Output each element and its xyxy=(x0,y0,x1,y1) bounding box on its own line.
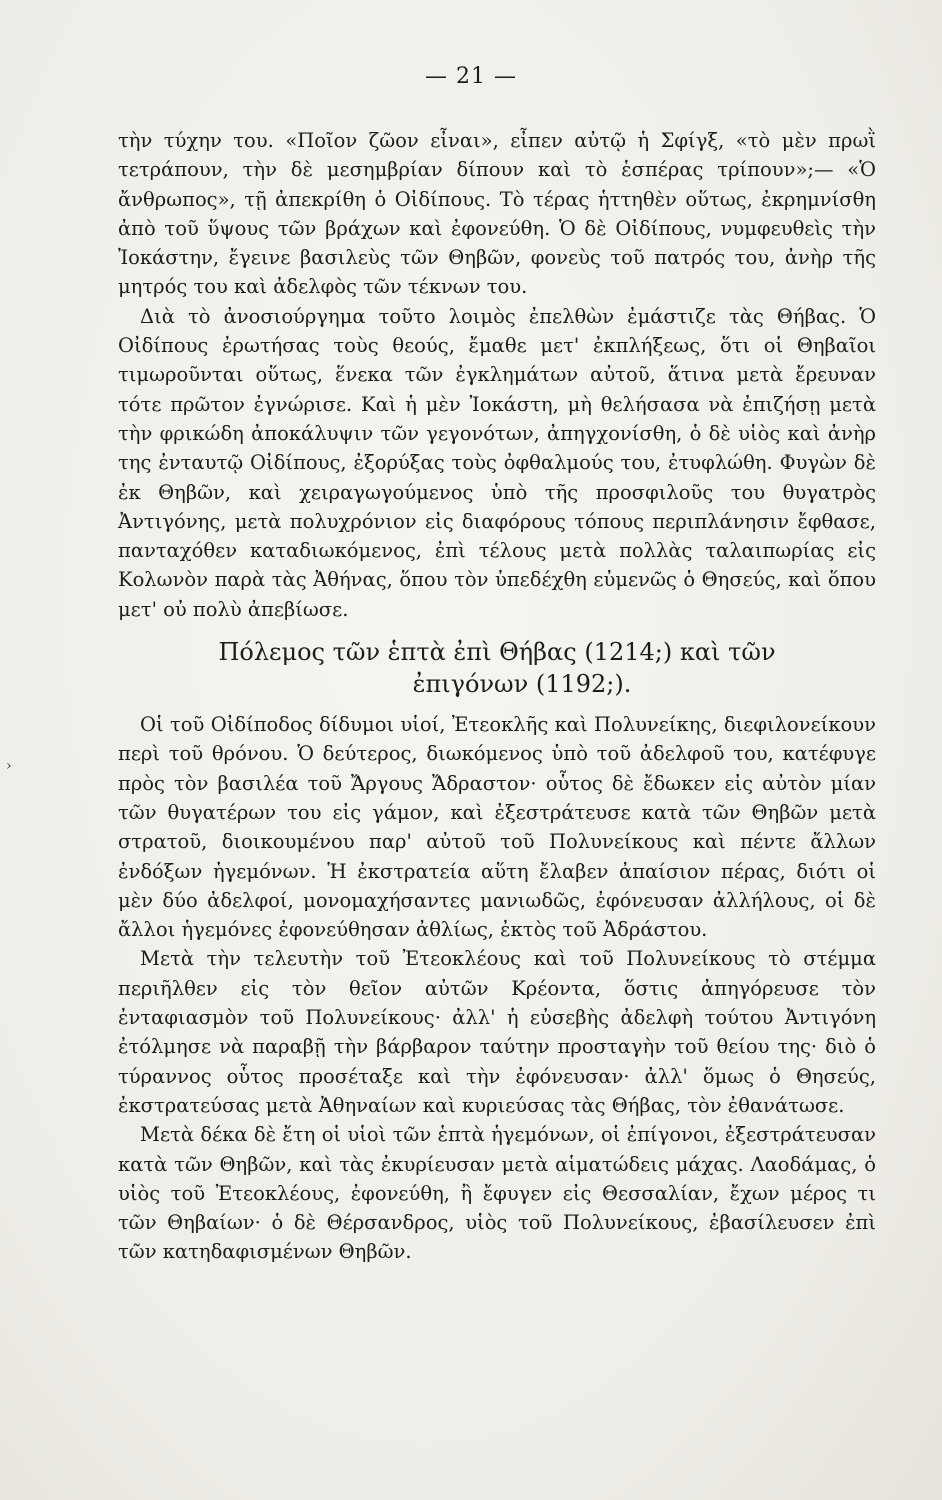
paragraph-2: Διὰ τὸ ἀνοσιούργημα τοῦτο λοιμὸς ἐπελθὼν ἐμάστιζε τὰς Θήβας. Ὁ Οἰδίπους ἐρωτήσας τοὺς θεούς, ἔμαθε μετ' ἐκπλήξεως, ὅτι οἱ Θηβαῖοι τιμωροῦνται οὕτως, ἕνεκα τῶν ἐγκλημάτων αὐτοῦ, ἅτινα μετὰ ἔρευναν τότε πρῶτον ἐγνώρισε. Καὶ ἡ μὲν Ἰοκάστη, μὴ θελήσασα νὰ ἐπιζήσῃ μετὰ τὴν φρικώδη ἀποκάλυψιν τῶν γεγονότων, ἀπηγχονίσθη, ὁ δὲ υἱὸς καὶ ἀνὴρ της ἐνταυτῷ Οἰδίπους, ἐξορύξας τοὺς ὀφθαλμούς του, ἐτυφλώθη. Φυγὼν δὲ ἐκ Θηβῶν, καὶ χειραγωγούμενος ὑπὸ τῆς προσφιλοῦς του θυγατρὸς Ἀντιγόνης, μετὰ πολυχρόνιον εἰς διαφόρους τόπους περιπλάνησιν ἔφθασε, πανταχόθεν καταδιωκόμενος, ἐπὶ τέλους μετὰ πολλὰς ταλαιπωρίας εἰς Κολωνὸν παρὰ τὰς Ἀθήνας, ὅπου τὸν ὑπεδέχθη εὐμενῶς ὁ Θησεύς, καὶ ὅπου μετ' οὐ πολὺ ἀπεβίωσε. xyxy=(118,304,876,621)
body-text xyxy=(118,126,876,1267)
paragraph-4: Μετὰ τὴν τελευτὴν τοῦ Ἐτεοκλέους καὶ τοῦ Πολυνείκους τὸ στέμμα περιῆλθεν εἰς τὸν θεῖον αὐτῶν Κρέοντα, ὅστις ἀπηγόρευσε τὸν ἐνταφιασμὸν τοῦ Πολυνείκους· ἀλλ' ἡ εὐσεβὴς ἀδελφὴ τούτου Ἀντιγόνη ἐτόλμησε νὰ παραβῇ τὴν βάρβαρον ταύτην προσταγὴν τοῦ θείου της· διὸ ὁ τύραννος οὗτος προσέταξε καὶ τὴν ἐφόνευσαν· ἀλλ' ὅμως ὁ Θησεύς, ἐκστρατεύσας μετὰ Ἀθηναίων καὶ κυριεύσας τὰς Θήβας, τὸν ἐθανάτωσε. xyxy=(118,947,876,1117)
paragraph-1: τὴν τύχην του. «Ποῖον ζῶον εἶναι», εἶπεν αὐτῷ ἡ Σφίγξ, «τὸ μὲν πρωῒ τετράπουν, τὴν δὲ μεσημβρίαν δίπουν καὶ τὸ ἑσπέρας τρίπουν»;— «Ὁ ἄνθρωπος», τῇ ἀπεκρίθη ὁ Οἰδίπους. Τὸ τέρας ἡττηθὲν οὕτως, ἐκρημνίσθη ἀπὸ τοῦ ὕψους τῶν βράχων καὶ ἐφονεύθη. Ὁ δὲ Οἰδίπους, νυμφευθεὶς τὴν Ἰοκάστην, ἔγεινε βασιλεὺς τῶν Θηβῶν, φονεὺς τοῦ πατρός του, ἀνὴρ τῆς μητρός του καὶ ἀδελφὸς τῶν τέκνων του. xyxy=(118,129,876,299)
paragraph-3: Οἱ τοῦ Οἰδίποδος δίδυμοι υἱοί, Ἐτεοκλῆς καὶ Πολυνείκης, διεφιλονείκουν περὶ τοῦ θρόνου. Ὁ δεύτερος, διωκόμενος ὑπὸ τοῦ ἀδελφοῦ του, κατέφυγε πρὸς τὸν βασιλέα τοῦ Ἄργους Ἄδραστον· οὗτος δὲ ἔδωκεν εἰς αὐτὸν μίαν τῶν θυγατέρων του εἰς γάμον, καὶ ἐξεστράτευσε κατὰ τῶν Θηβῶν μετὰ στρατοῦ, διοικουμένου παρ' αὐτοῦ τοῦ Πολυνείκους καὶ πέντε ἄλλων ἐνδόξων ἡγεμόνων. Ἡ ἐκστρατεία αὕτη ἔλαβεν ἀπαίσιον πέρας, διότι οἱ μὲν δύο ἀδελφοί, μονομαχήσαντες μανιωδῶς, ἐφόνευσαν ἀλλήλους, οἱ δὲ ἄλλοι ἡγεμόνες ἐφονεύθησαν ἀθλίως, ἐκτὸς τοῦ Ἀδράστου. xyxy=(118,713,876,942)
section-heading-line-1: Πόλεμος τῶν ἑπτὰ ἐπὶ Θήβας (1214;) καὶ τῶν xyxy=(218,638,776,667)
section-heading xyxy=(118,636,876,700)
margin-mark: › xyxy=(6,758,12,774)
paragraph-5: Μετὰ δέκα δὲ ἔτη οἱ υἱοὶ τῶν ἑπτὰ ἡγεμόνων, οἱ ἐπίγονοι, ἐξεστράτευσαν κατὰ τῶν Θηβῶν, καὶ τὰς ἐκυρίευσαν μετὰ αἱματώδεις μάχας. Λαοδάμας, ὁ υἱὸς τοῦ Ἐτεοκλέους, ἐφονεύθη, ἢ ἔφυγεν εἰς Θεσσαλίαν, ἔχων μέρος τι τῶν Θηβαίων· ὁ δὲ Θέρσανδρος, υἱὸς τοῦ Πολυνείκους, ἐβασίλευσεν ἐπὶ τῶν κατηδαφισμένων Θηβῶν. xyxy=(118,1123,876,1264)
section-heading-line-2: ἐπιγόνων (1192;). xyxy=(412,670,632,699)
page-number: — 21 — xyxy=(425,64,517,89)
